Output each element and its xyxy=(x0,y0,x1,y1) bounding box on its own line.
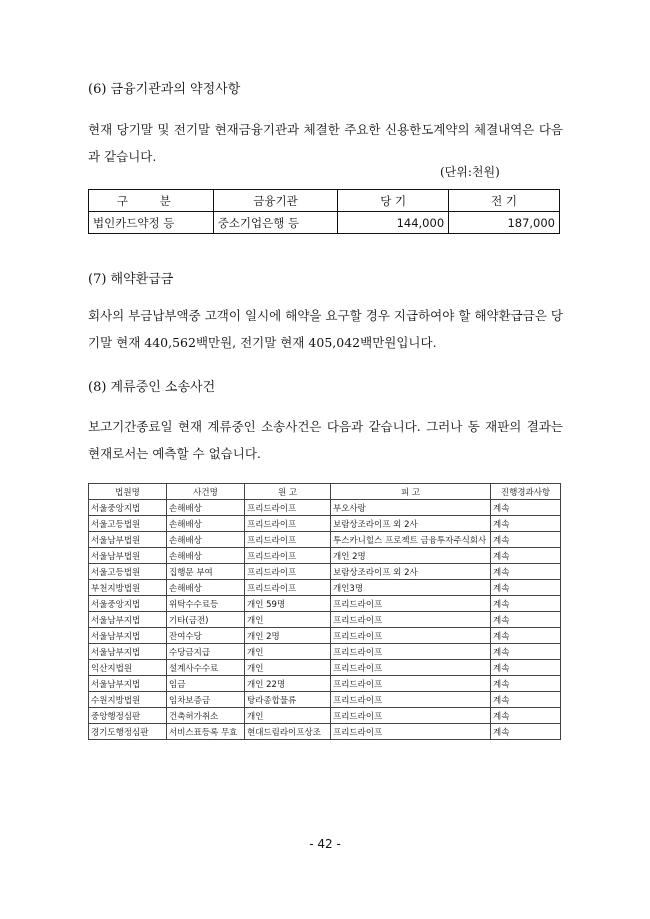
section8-paragraph: 보고기간종료일 현재 계류중인 소송사건은 다음과 같습니다. 그러나 동 재판의 결과는 현재로서는 예측할 수 없습니다. xyxy=(88,419,563,461)
header-status: 진행경과사항 xyxy=(491,484,561,500)
cell-plaintiff: 개인 xyxy=(245,660,331,676)
cell-current: 144,000 xyxy=(338,212,449,234)
cell-case: 건축허가취소 xyxy=(167,708,245,724)
header-prior: 전 기 xyxy=(449,190,560,212)
table-row xyxy=(89,548,561,564)
cell-case: 손해배상 xyxy=(167,548,245,564)
table-row xyxy=(89,644,561,660)
cell-case: 기타(금전) xyxy=(167,612,245,628)
table-row xyxy=(89,516,561,532)
cell-court: 경기도행정심판 xyxy=(89,724,167,740)
cell-case: 손해배상 xyxy=(167,580,245,596)
cell-plaintiff: 탕라종합물류 xyxy=(245,692,331,708)
table-row xyxy=(89,628,561,644)
cell-status: 계속 xyxy=(491,532,561,548)
cell-institution: 중소기업은행 등 xyxy=(213,212,338,234)
header-case: 사건명 xyxy=(167,484,245,500)
table-row xyxy=(89,724,561,740)
cell-status: 계속 xyxy=(491,612,561,628)
cell-defendant: 개인3명 xyxy=(331,580,491,596)
cell-status: 계속 xyxy=(491,548,561,564)
table-row xyxy=(89,612,561,628)
cell-defendant: 프리드라이프 xyxy=(331,660,491,676)
cell-plaintiff: 프리드라이프 xyxy=(245,532,331,548)
cell-court: 중앙행정심판 xyxy=(89,708,167,724)
cell-case: 집행문 부여 xyxy=(167,564,245,580)
cell-defendant: 프리드라이프 xyxy=(331,708,491,724)
section7-paragraph: 회사의 부금납부액중 고객이 일시에 해약을 요구할 경우 지급하여야 할 해약환급금은 당기말 현재 440,562백만원, 전기말 현재 405,042백만원입니다. xyxy=(88,308,563,350)
cell-court: 서울중앙지법 xyxy=(89,596,167,612)
cell-plaintiff: 현대드림라이프상조 xyxy=(245,724,331,740)
cell-defendant: 프리드라이프 xyxy=(331,628,491,644)
section6-paragraph: 현재 당기말 및 전기말 현재금융기관과 체결한 주요한 신용한도계약의 체결내역은 다음과 같습니다. xyxy=(88,122,563,164)
table-row xyxy=(89,564,561,580)
cell-court: 수원지방법원 xyxy=(89,692,167,708)
cell-status: 계속 xyxy=(491,724,561,740)
header-court: 법원명 xyxy=(89,484,167,500)
cell-defendant: 개인 2명 xyxy=(331,548,491,564)
cell-case: 위탁수수료등 xyxy=(167,596,245,612)
table-row xyxy=(89,532,561,548)
cell-defendant: 프리드라이프 xyxy=(331,596,491,612)
cell-case: 설계사수수료 xyxy=(167,660,245,676)
table-row xyxy=(89,212,560,234)
cell-case: 임차보증금 xyxy=(167,692,245,708)
cell-court: 서울고등법원 xyxy=(89,564,167,580)
cell-prior: 187,000 xyxy=(449,212,560,234)
cell-plaintiff: 개인 xyxy=(245,612,331,628)
cell-court: 서울남부지법 xyxy=(89,612,167,628)
header-institution: 금융기관 xyxy=(213,190,338,212)
cell-status: 계속 xyxy=(491,500,561,516)
table-header-row xyxy=(89,190,560,212)
header-defendant: 피 고 xyxy=(331,484,491,500)
cell-defendant: 부오사랑 xyxy=(331,500,491,516)
header-current: 당 기 xyxy=(338,190,449,212)
header-plaintiff: 원 고 xyxy=(245,484,331,500)
cell-status: 계속 xyxy=(491,660,561,676)
cell-status: 계속 xyxy=(491,708,561,724)
cell-plaintiff: 개인 xyxy=(245,708,331,724)
cell-defendant: 프리드라이프 xyxy=(331,676,491,692)
cell-status: 계속 xyxy=(491,676,561,692)
table-header-row xyxy=(89,484,561,500)
cell-status: 계속 xyxy=(491,580,561,596)
cell-plaintiff: 개인 59명 xyxy=(245,596,331,612)
cell-defendant: 투스카니힐스 프로젝트 금융투자주식회사 xyxy=(331,532,491,548)
lawsuit-table xyxy=(88,483,561,740)
cell-defendant: 보람상조라이프 외 2사 xyxy=(331,564,491,580)
cell-court: 서울중앙지법 xyxy=(89,500,167,516)
cell-court: 익산지법원 xyxy=(89,660,167,676)
table-row xyxy=(89,676,561,692)
cell-status: 계속 xyxy=(491,516,561,532)
cell-court: 서울남부지법 xyxy=(89,628,167,644)
cell-case: 수당금지급 xyxy=(167,644,245,660)
page-number: - 42 - xyxy=(309,837,341,851)
table-row xyxy=(89,596,561,612)
cell-plaintiff: 개인 xyxy=(245,644,331,660)
table-row xyxy=(89,580,561,596)
cell-defendant: 보람상조라이프 외 2사 xyxy=(331,516,491,532)
table-row xyxy=(89,500,561,516)
cell-court: 서울남부지법 xyxy=(89,676,167,692)
cell-court: 서울남부법원 xyxy=(89,548,167,564)
cell-status: 계속 xyxy=(491,564,561,580)
cell-status: 계속 xyxy=(491,692,561,708)
cell-defendant: 프리드라이프 xyxy=(331,644,491,660)
table-row xyxy=(89,708,561,724)
cell-court: 서울고등법원 xyxy=(89,516,167,532)
cell-status: 계속 xyxy=(491,596,561,612)
cell-defendant: 프리드라이프 xyxy=(331,692,491,708)
cell-plaintiff: 프리드라이프 xyxy=(245,516,331,532)
cell-plaintiff: 프리드라이프 xyxy=(245,580,331,596)
cell-case: 잔여수당 xyxy=(167,628,245,644)
cell-category: 법인카드약정 등 xyxy=(89,212,214,234)
cell-plaintiff: 프리드라이프 xyxy=(245,564,331,580)
cell-status: 계속 xyxy=(491,644,561,660)
cell-court: 부천지방법원 xyxy=(89,580,167,596)
table-row xyxy=(89,692,561,708)
credit-agreement-table xyxy=(88,189,560,234)
header-category: 구 분 xyxy=(89,190,214,212)
cell-case: 손해배상 xyxy=(167,532,245,548)
cell-plaintiff: 개인 2명 xyxy=(245,628,331,644)
cell-case: 손해배상 xyxy=(167,516,245,532)
cell-plaintiff: 프리드라이프 xyxy=(245,548,331,564)
table-row xyxy=(89,660,561,676)
section6-heading: (6) 금융기관과의 약정사항 xyxy=(88,82,241,97)
cell-defendant: 프리드라이프 xyxy=(331,724,491,740)
unit-label: (단위:천원) xyxy=(440,165,500,179)
section8-heading: (8) 계류중인 소송사건 xyxy=(88,380,216,395)
cell-case: 손해배상 xyxy=(167,500,245,516)
cell-defendant: 프리드라이프 xyxy=(331,612,491,628)
cell-plaintiff: 개인 22명 xyxy=(245,676,331,692)
cell-court: 서울남부지법 xyxy=(89,644,167,660)
cell-status: 계속 xyxy=(491,628,561,644)
cell-case: 임금 xyxy=(167,676,245,692)
cell-plaintiff: 프리드라이프 xyxy=(245,500,331,516)
section7-heading: (7) 해약환급금 xyxy=(88,272,174,287)
cell-court: 서울남부법원 xyxy=(89,532,167,548)
cell-case: 서비스표등록 무효 xyxy=(167,724,245,740)
